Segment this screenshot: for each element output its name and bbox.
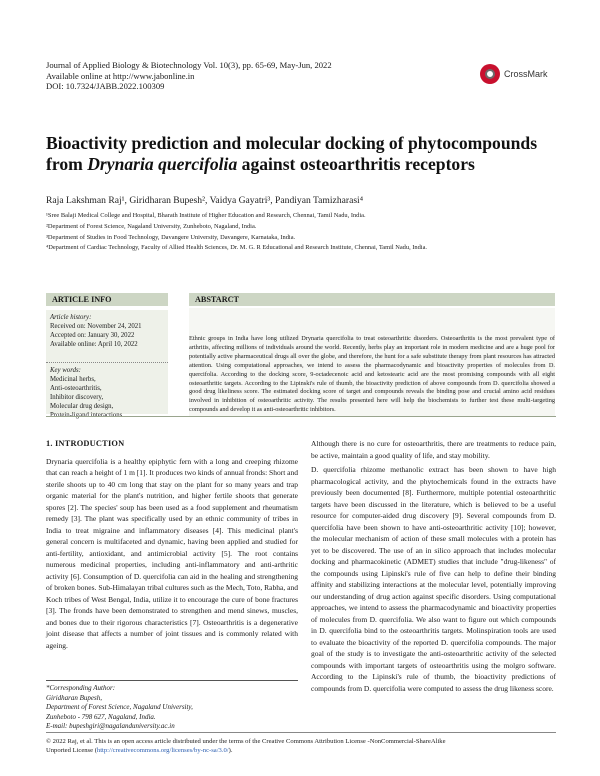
corr-name: Giridharan Bupesh, [46, 693, 102, 702]
history-label: Article history: [50, 314, 92, 321]
section-divider [46, 416, 556, 417]
license-footer [46, 732, 556, 755]
journal-header [46, 60, 466, 92]
corr-email[interactable]: E-mail: bupeshgiri@nagalanduniversity.ac.in [46, 722, 175, 731]
intro-heading: 1. INTRODUCTION [46, 439, 125, 448]
crossmark-icon [480, 64, 500, 84]
keyword: Molecular drug design, [50, 403, 114, 410]
species-name: Drynaria quercifolia [87, 154, 238, 174]
keyword: Inhibitor discovery, [50, 394, 104, 401]
intro-paragraph-2: Although there is no cure for osteoarthritis, there are treatments to reduce pain, be active, maintain a good quality of life, and stay mobility. [311, 439, 556, 460]
crossmark-logo[interactable] [480, 62, 556, 86]
corresponding-author [46, 680, 298, 732]
corr-address: Zunheboto - 798 627, Nagaland, India. [46, 712, 156, 721]
intro-right-column [311, 438, 556, 697]
intro-left-column [46, 438, 298, 654]
title-line-2: from Drynaria quercifolia against osteoarthritis receptors [46, 154, 475, 174]
accepted-date: Accepted on: January 30, 2022 [50, 332, 135, 339]
journal-citation: Journal of Applied Biology & Biotechnology Vol. 10(3), pp. 65-69, May-Jun, 2022 [46, 60, 332, 70]
title-line-1: Bioactivity prediction and molecular docking of phytocompounds [46, 133, 538, 153]
corr-label: *Corresponding Author: [46, 684, 116, 692]
keywords-box [46, 362, 168, 414]
keywords-label: Key words: [50, 367, 81, 374]
affiliation-3: ³Department of Studies in Food Technology, Davangere University, Davangere, Karnataka, India. [46, 233, 296, 241]
crossmark-label: CrossMark [504, 69, 548, 79]
license-line-2: Unported License (http://creativecommons.org/licenses/by-nc-sa/3.0/). [46, 747, 233, 754]
received-date: Received on: November 24, 2021 [50, 323, 142, 330]
affiliation-1: ¹Sree Balaji Medical College and Hospital, Bharath Institute of Higher Education and Research, Chennai, Tamil Nadu, India. [46, 212, 366, 219]
affiliation-4: ⁴Department of Cardiac Technology, Faculty of Allied Health Sciences, Dr. M. G. R Educational and Research Institute, Chennai, Tamil Nadu, India. [46, 244, 428, 252]
affiliations [46, 211, 576, 254]
journal-url[interactable]: Available online at http://www.jabonline.in [46, 70, 195, 81]
intro-paragraph-1: Drynaria quercifolia is a healthy epiphytic fern with a long and creeping rhizome that can reach a height of 1 m [1]. It produces two kinds of annual fronds: Short and sterile shoots up to 40 cm long that stay on the plant for so many years and trap organic material for the plant's nutrition, and higher fertile shoots that generate spores [2]. The species' soup has been used as a food supplement and rheumatism remedy [3]. The plant was specifically used by an ethnic community of tribes in India to treat migraine and inflammatory diseases [4]. This medicinal plant's general concern is multifaceted and dynamic, having been applied and studied for anti-fertility, antioxidant, and antimicrobial activity [5]. The root contains numerous medicinal properties, including anti-inflammatory and anti-arthritic activity [6]. Consumption of D. quercifolia can aid in the healing and strengthening of broken bones. Sub-Himalayan tribal cultures such as the Mech, Toto, Rabha, and Koch tribes of West Bengal, India, utilize it to encourage the cure of bone fractures [3]. The fronds have been demonstrated to strengthen and mend sinews, muscles, and bones due to their rigorous characteristics [7]. Osteoarthritis is a degenerative joint disease that affects a number of joint tissues and is commonly related with ageing. [46, 456, 299, 650]
corr-dept: Department of Forest Science, Nagaland University, [46, 703, 193, 712]
journal-doi[interactable]: DOI: 10.7324/JABB.2022.100309 [46, 81, 165, 92]
license-link[interactable]: http://creativecommons.org/licenses/by-nc-sa/3.0/ [96, 747, 229, 754]
license-line-1: © 2022 Raj, et al. This is an open access article distributed under the terms of the Creative Commons Attribution License -NonCommercial-ShareAlike [46, 738, 446, 745]
article-info-heading: ARTICLE INFO [46, 293, 168, 306]
article-title [46, 133, 566, 175]
affiliation-2: ²Department of Forest Science, Nagaland University, Zunheboto, Nagaland, India. [46, 222, 257, 230]
abstract-text: Ethnic groups in India have long utilized Drynaria quercifolia to treat osteoarthritic disorders. Osteoarthritis is the most prevalent type of arthritis, affecting millions of individuals around the world. Recently, herbs play an important role in modern medicine and are a huge pool for potentially active pharmaceutical drugs all over the globe, and therefore, the hunt for a safe substitute therapy from plant resources has attracted attention. Using computational approaches, we intend to assess the pharmacodynamic and bioactivity properties of molecules from D. quercifolia. According to the docking score, 9-octadecenoic acid and ketostearic acid are the most promising compounds with all eight osteoarthritic targets. According to the Lipinski's rule of thumb, the bioactivity prediction of above compounds from D. quercifolia showed a good drug likeliness score. The estimated docking score of target and compounds reveals the binding pose and crucial amino acid residues involved in inhibition of osteoarthritic activity. The results presented here will help the biochemists to further test these multi-targeting compounds and develop it as anti-osteoarthritic inhibitors. [189, 335, 555, 414]
online-date: Available online: April 10, 2022 [50, 341, 138, 348]
author-list: Raja Lakshman Raj¹, Giridharan Bupesh², Vaidya Gayatri³, Pandiyan Tamizharasi⁴ [46, 195, 364, 206]
abstract-heading: ABSTARCT [189, 293, 555, 306]
keyword: Anti-osteoarthritis, [50, 385, 102, 392]
intro-paragraph-3: D. quercifolia rhizome methanolic extract has been shown to have high pharmacological activity, and the phytochemicals found in the extracts have previously been documented [8]. Furthermore, multiple potential osteoarthritic targets have been discussed in the literature, which is believed to be a useful resource for computer-aided drug discovery [9]. Several compounds from D. quercifolia have been shown to have anti-osteoarthritic activity [10]; however, the molecular mechanism of action of these small molecules with a protein has yet to be discovered. The use of an in silico approach that includes molecular docking and pharmacokinetic (ADMET) studies that include "drug-likeness" of the compounds using Lipinski's rule of five can help to define their binding affinity and stabilizing interactions at the molecular level, potentially improving our understanding of drug action against specific disorders. Using computational approaches, we intend to assess the pharmacodynamic and bioactivity properties of molecules from D. quercifolia. We also want to figure out which compounds in D. quercifolia bind to the osteoarthritis targets. Molinspiration tools are used to evaluate the bioactivity of the reported D. quercifolia compounds. The major goal of the study is to investigate the anti-osteoarthritic activity of the selected compounds with important targets of osteoarthritis using the molgro software. According to the Lipinski's rule of thumb, the bioactivity predictions of compounds from D. quercifolia were computed to assess the drug likeness score. [311, 465, 556, 693]
keyword: Medicinal herbs, [50, 376, 96, 383]
